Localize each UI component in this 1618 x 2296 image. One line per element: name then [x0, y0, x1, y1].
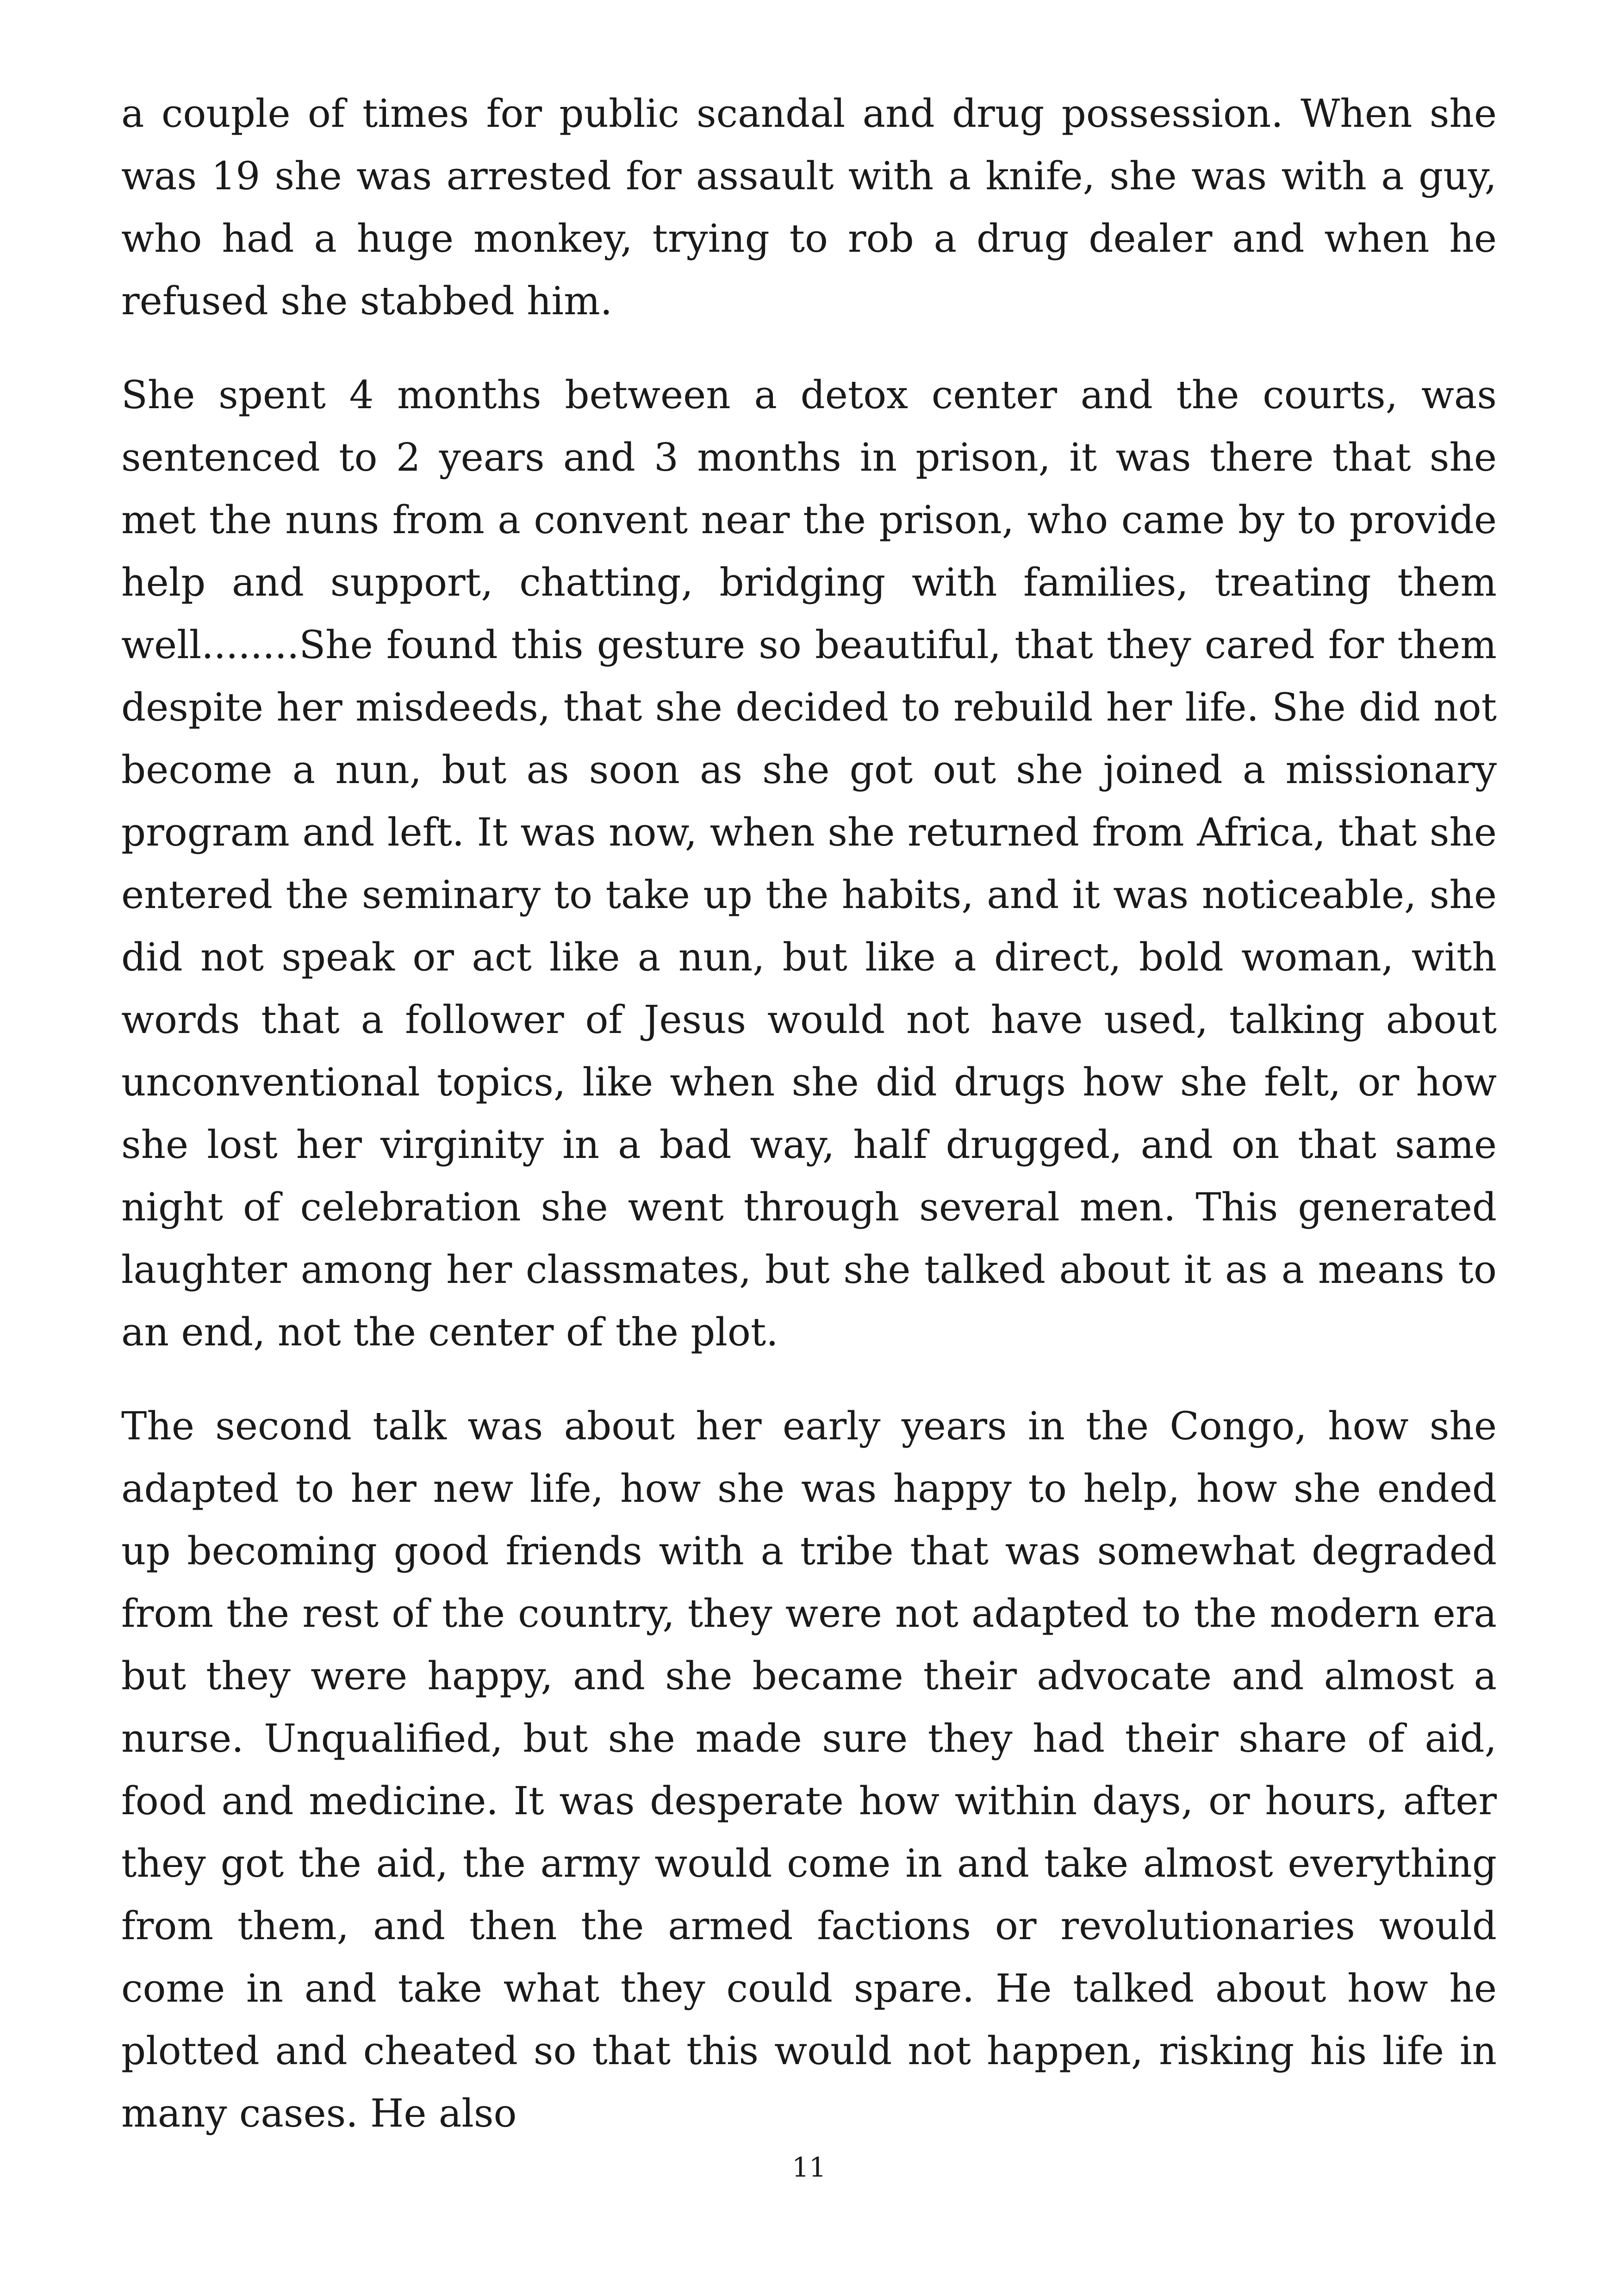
- paragraph-2: She spent 4 months between a detox center and the courts, was sentenced to 2 years and 3 months in prison, it was there that she met the nuns from a convent near the prison, who came by to provide help and support, chatting, bridging with families, treating them well........She found this gesture so beautiful, that they cared for them despite her misdeeds, that she decided to rebuild her life. She did not become a nun, but as soon as she got out she joined a missionary program and left. It was now, when she returned from Africa, that she entered the seminary to take up the habits, and it was noticeable, she did not speak or act like a nun, but like a direct, bold woman, with words that a follower of Jesus would not have used, talking about unconventional topics, like when she did drugs how she felt, or how she lost her virginity in a bad way, half drugged, and on that same night of celebration she went through several men. This generated laughter among her classmates, but she talked about it as a means to an end, not the center of the plot.: [121, 373, 1497, 1355]
- paragraph-1: a couple of times for public scandal and drug possession. When she was 19 she was arrested for assault with a knife, she was with a guy, who had a huge monkey, trying to rob a drug dealer and when he refused she stabbed him.: [121, 91, 1497, 324]
- page-number: 11: [792, 2152, 826, 2183]
- paragraph-3: The second talk was about her early years in the Congo, how she adapted to her new life, how she was happy to help, how she ended up becoming good friends with a tribe that was somewhat degraded from the rest of the country, they were not adapted to the modern era but they were happy, and she became their advocate and almost a nurse. Unqualified, but she made sure they had their share of aid, food and medicine. It was desperate how within days, or hours, after they got the aid, the army would come in and take almost everything from them, and then the armed factions or revolutionaries would come in and take what they could spare. He talked about how he plotted and cheated so that this would not happen, risking his life in many cases. He also: [121, 1404, 1497, 2136]
- body-text: [121, 82, 1497, 2176]
